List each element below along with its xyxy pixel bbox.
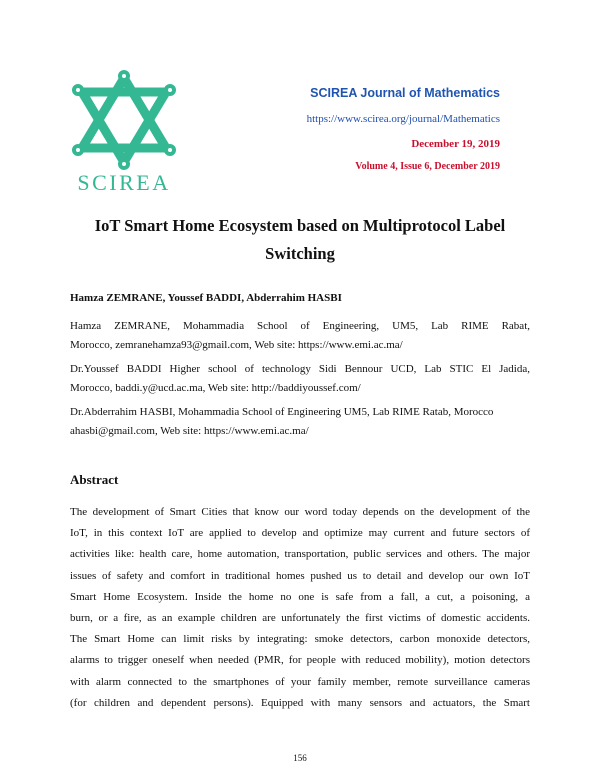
journal-name: SCIREA Journal of Mathematics [310,86,500,100]
affiliation-line: Morocco, zemranehamza93@gmail.com, Web site: https://www.emi.ac.ma/ [70,339,403,351]
journal-url-link[interactable]: https://www.scirea.org/journal/Mathematics [306,113,500,125]
logo-wordmark: SCIREA [77,170,171,195]
journal-masthead [307,86,500,172]
affiliation-2 [70,360,530,398]
abstract-line: issues of safety and comfort in traditional homes pushed us to detail and develop our own IoT [70,569,530,582]
abstract-line: (for children and dependent persons). Equipped with many sensors and actuators, the Smart [70,696,530,709]
volume-issue: Volume 4, Issue 6, December 2019 [355,161,500,172]
affiliation-line: Dr.Abderrahim HASBI, Mohammadia School of Engineering UM5, Lab RIME Ratab, Morocco [70,406,494,418]
publication-date: December 19, 2019 [411,138,500,150]
affiliation-line: Morocco, baddi.y@ucd.ac.ma, Web site: http://baddiyoussef.com/ [70,382,361,394]
abstract-line: IoT, in this context IoT are applied to develop and optimize may current and future sectors of [70,527,530,540]
paper-title-line: Switching [265,244,335,263]
abstract-heading: Abstract [70,472,119,487]
page-number: 156 [293,753,307,763]
abstract-line: with alarm connected to the smartphones of your family member, remote surveillance cameras [70,675,530,688]
abstract-body [70,502,530,714]
author-list: Hamza ZEMRANE, Youssef BADDI, Abderrahim HASBI [70,292,342,304]
star-of-david-icon [66,70,182,170]
abstract-line: The development of Smart Cities that know our word today depends on the development of the [70,506,530,518]
paper-title [70,212,530,268]
abstract-line: burn, or a fire, as an example children are unfortunately the first victims of domestic accidents. [70,612,530,625]
paper-title-line: IoT Smart Home Ecosystem based on Multiprotocol Label [94,216,506,235]
abstract-line: Smart Home Ecosystem. Inside the home no one is safe from a fall, a cut, a poisoning, a [70,590,530,603]
affiliation-line: ahasbi@gmail.com, Web site: https://www.emi.ac.ma/ [70,425,309,437]
affiliation-3 [70,403,530,441]
affiliation-line: Hamza ZEMRANE, Mohammadia School of Engineering, UM5, Lab RIME Rabat, [70,320,530,332]
abstract-line: alarms to trigger oneself when needed (PMR, for people with reduced mobility), motion detectors [70,654,530,667]
affiliation-line: Dr.Youssef BADDI Higher school of technology Sidi Bennour UCD, Lab STIC El Jadida, [70,363,530,375]
journal-logo [66,70,182,194]
abstract-line: The Smart Home can limit risks by integrating: smoke detectors, carbon monoxide detectors, [70,633,530,646]
abstract-line: activities like: health care, home automation, transportation, public services and others. The major [70,548,530,561]
affiliation-1 [70,317,530,355]
